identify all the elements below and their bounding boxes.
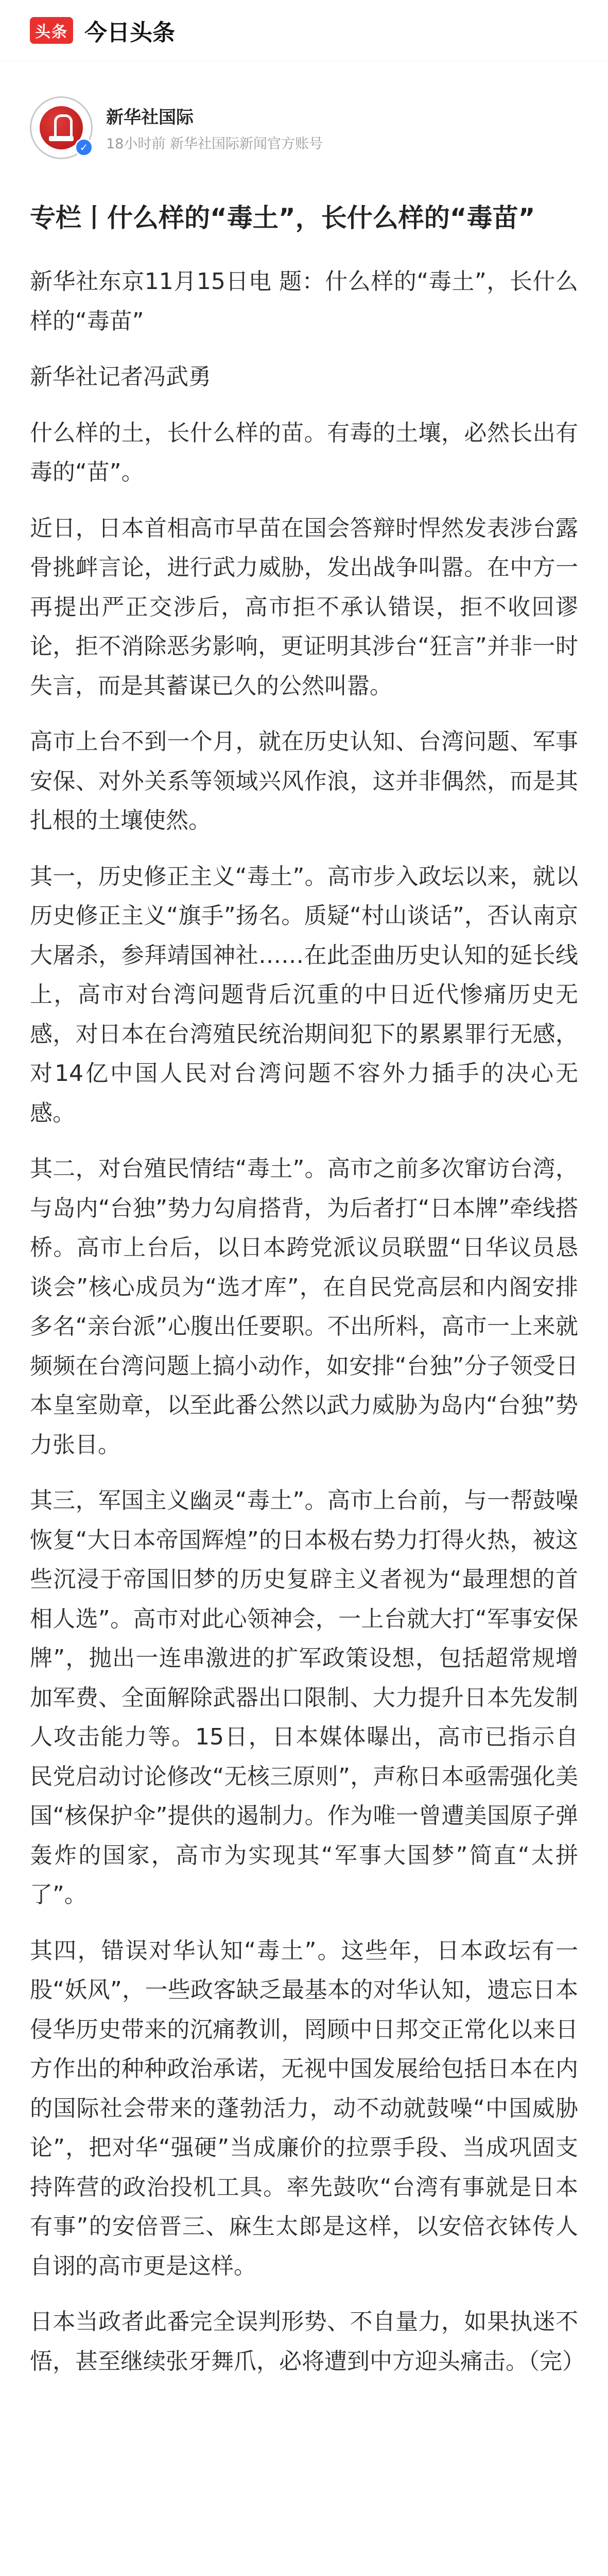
article-paragraph: 高市上台不到一个月，就在历史认知、台湾问题、军事安保、对外关系等领域兴风作浪，这并非偶然，而是其扎根的土壤使然。	[30, 728, 578, 834]
article-paragraph: 其一，历史修正主义“毒土”。高市步入政坛以来，就以历史修正主义“旗手”扬名。质疑“村山谈话”，否认南京大屠杀，参拜靖国神社……在此歪曲历史认知的延长线上，高市对台湾问题背后沉重的中日近代惨痛历史无感，对日本在台湾殖民统治期间犯下的累累罪行无感，对14亿中国人民对台湾问题不容外力插手的决心无感。	[30, 863, 578, 1126]
article-paragraph: 近日，日本首相高市早苗在国会答辩时悍然发表涉台露骨挑衅言论，进行武力威胁，发出战争叫嚣。在中方一再提出严正交涉后，高市拒不承认错误，拒不收回谬论，拒不消除恶劣影响，更证明其涉台“狂言”并非一时失言，而是其蓄谋已久的公然叫嚣。	[30, 515, 578, 699]
author-meta: 18小时前 新华社国际新闻官方账号	[106, 136, 323, 152]
article-dateline: 新华社东京11月15日电 题：什么样的“毒土”，长什么样的“毒苗”	[30, 268, 578, 334]
article-paragraph: 其三，军国主义幽灵“毒土”。高市上台前，与一帮鼓噪恢复“大日本帝国辉煌”的日本极右势力打得火热，被这些沉浸于帝国旧梦的历史复辟主义者视为“最理想的首相人选”。高市对此心领神会，一上台就大打“军事安保牌”，抛出一连串激进的扩军政策设想，包括超常规增加军费、全面解除武器出口限制、大力提升日本先发制人攻击能力等。15日，日本媒体曝出，高市已指示自民党启动讨论修改“无核三原则”，声称日本亟需强化美国“核保护伞”提供的遏制力。作为唯一曾遭美国原子弹轰炸的国家，高市为实现其“军事大国梦”简直“太拼了”。	[30, 1487, 578, 1908]
avatar[interactable]	[30, 96, 93, 159]
app-logo-badge: 头条	[30, 17, 73, 44]
article-paragraph: 其二，对台殖民情结“毒土”。高市之前多次窜访台湾，与岛内“台独”势力勾肩搭背，为后者打“日本牌”牵线搭桥。高市上台后，以日本跨党派议员联盟“日华议员恳谈会”核心成员为“选才库”，在自民党高层和内阁安排多名“亲台派”心腹出任要职。不出所料，高市一上来就频频在台湾问题上搞小动作，如安排“台独”分子领受日本皇室勋章，以至此番公然以武力威胁为岛内“台独”势力张目。	[30, 1156, 578, 1458]
article-paragraph: 日本当政者此番完全误判形势、不自量力，如果执迷不悟，甚至继续张牙舞爪，必将遭到中方迎头痛击。（完）	[30, 2309, 585, 2375]
article-paragraph: 什么样的土，长什么样的苗。有毒的土壤，必然长出有毒的“苗”。	[30, 419, 578, 485]
author-name[interactable]: 新华社国际	[106, 107, 194, 128]
article-body	[30, 262, 585, 2381]
app-header	[0, 0, 608, 61]
article-paragraph: 其四，错误对华认知“毒土”。这些年，日本政坛有一股“妖风”，一些政客缺乏最基本的对华认知，遗忘日本侵华历史带来的沉痛教训，罔顾中日邦交正常化以来日方作出的种种政治承诺，无视中国发展给包括日本在内的国际社会带来的蓬勃活力，动不动就鼓噪“中国威胁论”，把对华“强硬”当成廉价的拉票手段、当成巩固支持阵营的政治投机工具。率先鼓吹“台湾有事就是日本有事”的安倍晋三、麻生太郎是这样，以安倍衣钵传人自诩的高市更是这样。	[30, 1937, 578, 2279]
verified-badge-icon: ✓	[75, 138, 93, 157]
article-byline: 新华社记者冯武勇	[30, 364, 211, 390]
article-title: 专栏丨什么样的“毒土”，长什么样的“毒苗”	[30, 203, 535, 233]
author-bar[interactable]	[0, 61, 608, 159]
app-name: 今日头条	[84, 20, 175, 46]
